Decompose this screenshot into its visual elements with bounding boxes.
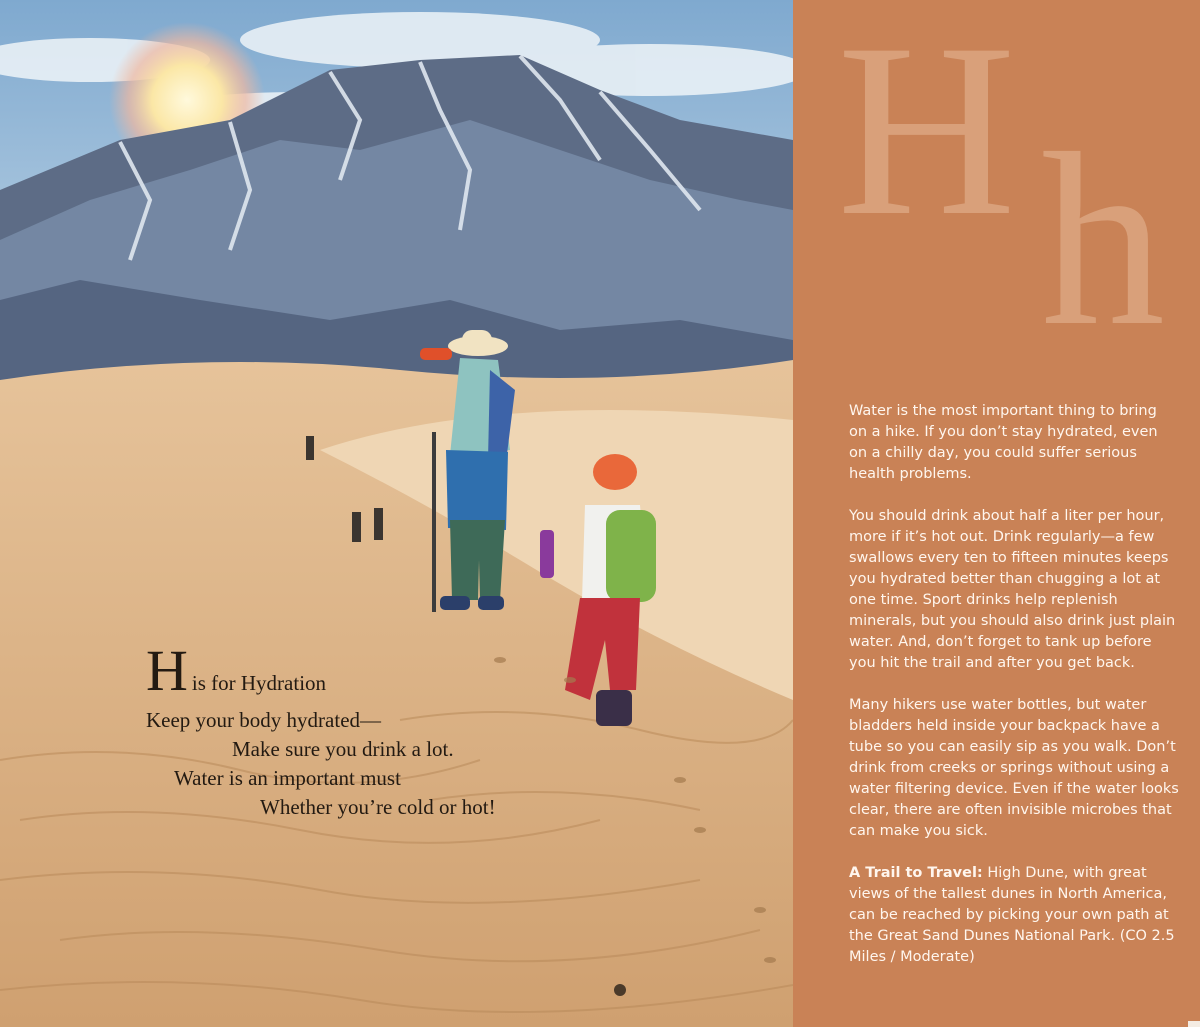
page-corner-mark — [1188, 1021, 1200, 1027]
paragraph-2: You should drink about half a liter per hour, more if it’s hot out. Drink regularly—a few swallows every ten to fifteen minutes keeps you hydrated better than chugging a lot at one time. Sport drinks help replenish minerals, but you should also drink just plain water. And, don’t forget to tank up before you hit the trail and after you get back. — [849, 508, 1176, 671]
beetle-icon — [614, 984, 626, 996]
info-panel — [793, 0, 1200, 1027]
paragraph-3: Many hikers use water bottles, but water bladders held inside your backpack have a tube so you can easily sip as you walk. Don’t drink from creeks or springs without using a water filtering device. Even if the water looks clear, there are often invisible microbes that can make you sick. — [849, 697, 1179, 839]
verse-block — [146, 638, 606, 822]
trail-paragraph — [849, 863, 1179, 968]
verse-line-2: Make sure you drink a lot. — [232, 737, 454, 761]
letter-lowercase: h — [1041, 102, 1165, 377]
verse-title-text: is for Hydration — [191, 671, 327, 695]
verse-line-3: Water is an important must — [174, 766, 401, 790]
verse-line-1: Keep your body hydrated— — [146, 708, 382, 732]
trail-text: High Dune, with great views of the tallest dunes in North America, can be reached by picking your own path at the Great Sand Dunes National Park. (CO 2.5 Miles / Moderate) — [849, 865, 1175, 965]
trail-label: A Trail to Travel: — [849, 865, 983, 881]
verse-dropcap: H — [146, 638, 188, 703]
letter-uppercase: H — [837, 0, 1017, 267]
info-text — [849, 401, 1179, 989]
verse-line-4: Whether you’re cold or hot! — [260, 795, 496, 819]
paragraph-1: Water is the most important thing to bring on a hike. If you don’t stay hydrated, even on a chilly day, you could suffer serious health problems. — [849, 403, 1158, 482]
verse-title — [146, 638, 606, 703]
